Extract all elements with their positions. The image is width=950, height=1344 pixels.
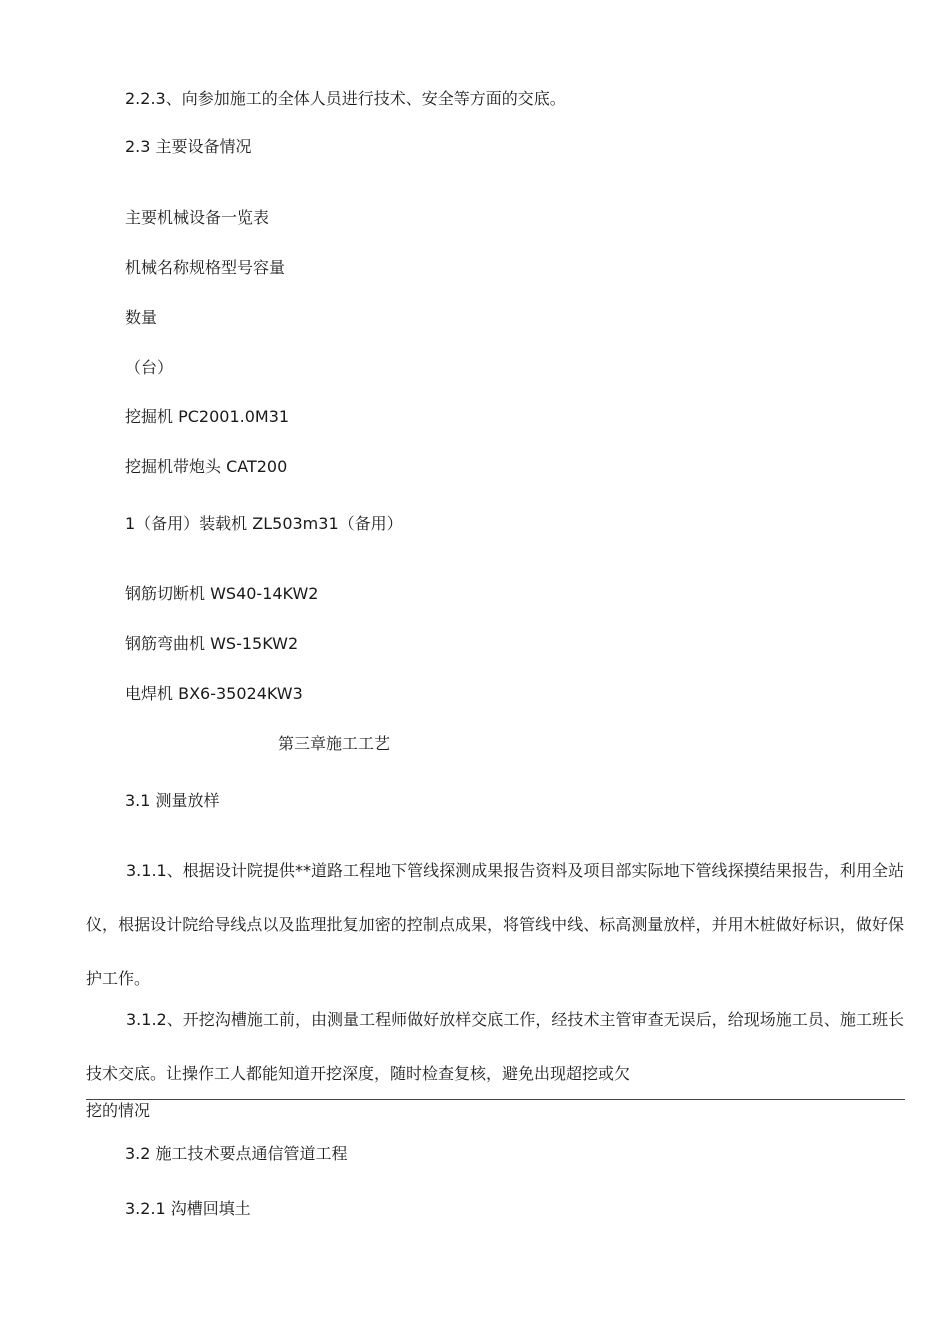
- page-divider: [86, 1099, 905, 1100]
- paragraph-3-1-2: 3.1.2、开挖沟槽施工前，由测量工程师做好放样交底工作，经技术主管审查无误后，给现场施工员、施工班长技术交底。让操作工人都能知道开挖深度，随时检查复核，避免出现超挖或欠: [86, 1010, 904, 1083]
- section-heading-3-2-1: 3.2.1 沟槽回填土: [125, 1199, 251, 1218]
- table-header: 机械名称规格型号容量: [125, 258, 286, 277]
- equipment-row: 1（备用）装载机 ZL503m31（备用）: [125, 514, 403, 533]
- equipment-row: 挖掘机 PC2001.0M31: [125, 407, 290, 426]
- section-heading-3-2: 3.2 施工技术要点通信管道工程: [125, 1144, 348, 1163]
- equipment-row: 电焊机 BX6-35024KW3: [125, 684, 303, 703]
- equipment-row: 挖掘机带炮头 CAT200: [125, 457, 288, 476]
- equipment-row: 钢筋切断机 WS40-14KW2: [125, 584, 319, 603]
- paragraph-3-1-2-continuation: 挖的情况: [86, 1101, 151, 1120]
- section-heading-3-1: 3.1 测量放样: [125, 791, 220, 810]
- section-heading-2-3: 2.3 主要设备情况: [125, 137, 252, 156]
- equipment-row: 钢筋弯曲机 WS-15KW2: [125, 634, 299, 653]
- text-line-2-2-3: 2.2.3、向参加施工的全体人员进行技术、安全等方面的交底。: [125, 89, 566, 108]
- table-header-quantity: 数量: [125, 308, 158, 327]
- chapter-title: 第三章施工工艺: [278, 734, 391, 753]
- table-title: 主要机械设备一览表: [125, 208, 270, 227]
- table-header-unit: （台）: [125, 358, 174, 377]
- paragraph-3-1-1: 3.1.1、根据设计院提供**道路工程地下管线探测成果报告资料及项目部实际地下管线探摸结果报告，利用全站仪，根据设计院给导线点以及监理批复加密的控制点成果，将管线中线、标高测量放样，并用木桩做好标识，做好保护工作。: [86, 861, 904, 988]
